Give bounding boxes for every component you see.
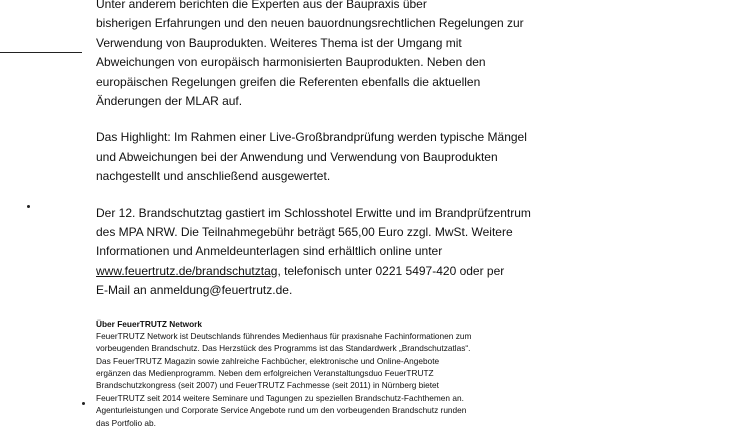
margin-bullet [82, 402, 85, 405]
text-line: bisherigen Erfahrungen und den neuen bauordnungsrechtlichen Regelungen zur [96, 16, 524, 31]
text-line: FeuerTRUTZ Network ist Deutschlands führendes Medienhaus für praxisnahe Fachinformationen zum [96, 330, 472, 341]
text-line: Der 12. Brandschutztag gastiert im Schlosshotel Erwitte und im Brandprüfzentrum [96, 205, 531, 220]
text-line: Informationen und Anmeldeunterlagen sind erhältlich online unter [96, 244, 443, 259]
text-line: und Abweichungen bei der Anwendung und Verwendung von Bauprodukten [96, 149, 498, 164]
about-title: Über FeuerTRUTZ Network [96, 318, 203, 329]
text-span: , telefonisch unter 0221 5497-420 oder per [277, 263, 505, 278]
about-section [96, 318, 566, 429]
text-line: nachgestellt und anschließend ausgewertet. [96, 169, 331, 184]
text-line: ergänzen das Medienprogramm. Neben dem erfolgreichen Veranstaltungsduo FeuerTRUTZ [96, 367, 434, 378]
text-line: Das FeuerTRUTZ Magazin sowie zahlreiche Fachbücher, elektronische und Online-Angebote [96, 355, 440, 366]
paragraph-brandschutztag [96, 204, 566, 301]
text-line: des MPA NRW. Die Teilnahmegebühr beträgt 565,00 Euro zzgl. MwSt. Weitere [96, 225, 513, 240]
text-line: Brandschutzkongress (seit 2007) und FeuerTRUTZ Fachmesse (seit 2011) in Nürnberg bietet [96, 380, 439, 391]
brandschutztag-link[interactable]: www.feuertrutz.de/brandschutztag [96, 263, 278, 278]
text-line: Agenturleistungen und Corporate Service Angebote rund um den vorbeugenden Brandschutz runden [96, 405, 467, 416]
margin-rule [0, 52, 82, 53]
text-line: E-Mail an anmeldung@feuertrutz.de. [96, 283, 293, 298]
text-line: Verwendung von Bauprodukten. Weiteres Thema ist der Umgang mit [96, 35, 462, 50]
text-line: vorbeugenden Brandschutz. Das Herzstück des Programms ist das Standardwerk „Brandschutzatlas“. [96, 343, 471, 354]
text-line: Änderungen der MLAR auf. [96, 94, 243, 109]
about-text [96, 330, 566, 429]
text-line: Das Highlight: Im Rahmen einer Live-Großbrandprüfung werden typische Mängel [96, 130, 527, 145]
text-line [96, 262, 566, 281]
paragraph-highlight [96, 128, 566, 186]
text-line: Abweichungen von europäisch harmonisierten Bauprodukten. Neben den [96, 55, 486, 70]
text-line: Unter anderem berichten die Experten aus der Baupraxis über [96, 0, 427, 11]
text-line: das Portfolio ab. [96, 417, 156, 428]
text-line: europäischen Regelungen greifen die Referenten ebenfalls die aktuellen [96, 74, 481, 89]
margin-bullet [27, 205, 30, 208]
document-body [96, 0, 566, 429]
text-line: FeuerTRUTZ seit 2014 weitere Seminare und Tagungen zu speziellen Brandschutz-Fachthemen an. [96, 392, 464, 403]
paragraph-bauprodukte [96, 0, 566, 111]
